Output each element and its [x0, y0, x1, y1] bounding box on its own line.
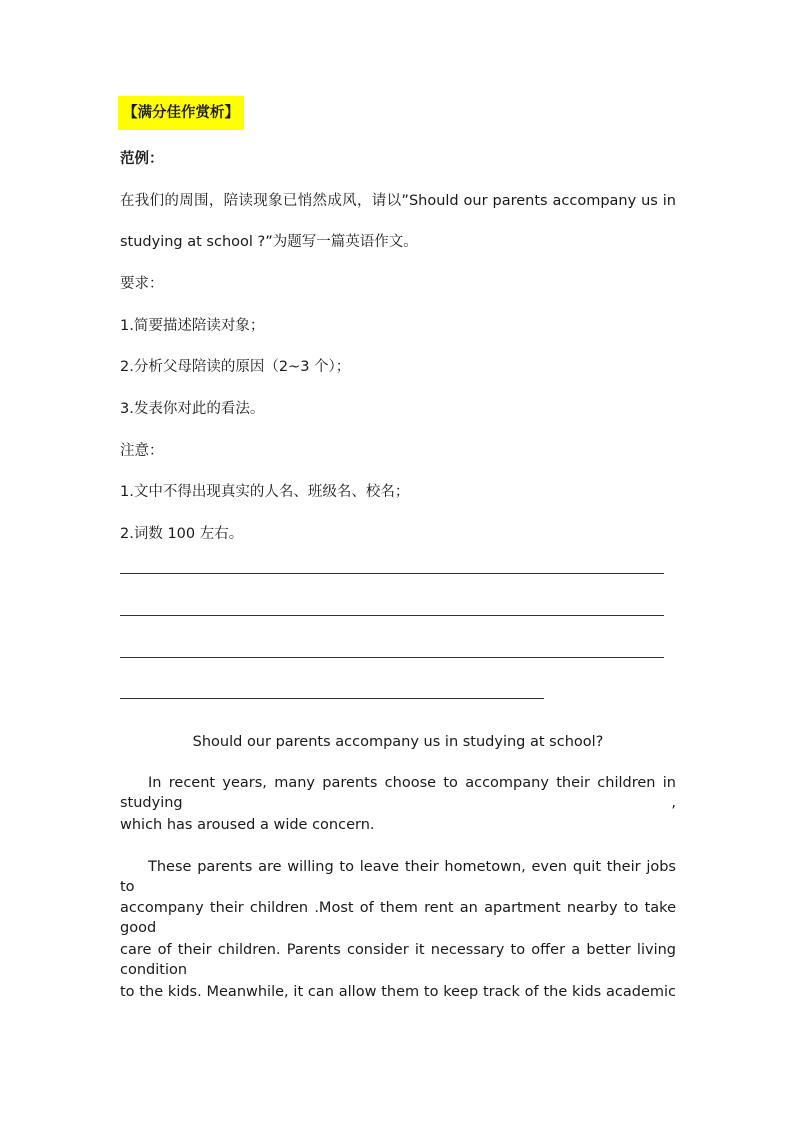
note-item: 2.词数 100 左右。	[120, 526, 244, 542]
essay-line: accompany their children .Most of them rent an apartment nearby to take good	[120, 900, 676, 936]
requirement-item: 2.分析父母陪读的原因（2~3 个）；	[120, 359, 351, 375]
example-label: 范例：	[120, 151, 164, 167]
prompt-line-1: 在我们的周围，陪读现象已悄然成风，请以”Should our parents accompany us in	[120, 193, 676, 209]
essay-line: These parents are willing to leave their hometown, even quit their jobs to	[120, 859, 676, 895]
answer-line	[120, 615, 664, 616]
requirements-label: 要求：	[120, 276, 164, 292]
section-heading: 【满分佳作赏析】	[118, 96, 244, 130]
requirement-item: 3.发表你对此的看法。	[120, 401, 265, 417]
answer-line	[120, 698, 544, 699]
essay-title: Should our parents accompany us in studying at school?	[192, 734, 604, 750]
answer-line	[120, 573, 664, 574]
requirement-item: 1.简要描述陪读对象；	[120, 318, 265, 334]
answer-line	[120, 657, 664, 658]
note-item: 1.文中不得出现真实的人名、班级名、校名；	[120, 484, 410, 500]
essay-line: to the kids. Meanwhile, it can allow them to keep track of the kids academic	[120, 984, 676, 1000]
essay-line: In recent years, many parents choose to accompany their children in studying ,	[120, 775, 676, 811]
essay-line: which has aroused a wide concern.	[120, 817, 375, 833]
essay-line: care of their children. Parents consider it necessary to offer a better living condition	[120, 942, 676, 978]
notes-label: 注意：	[120, 443, 164, 459]
prompt-line-2: studying at school ?”为题写一篇英语作文。	[120, 234, 418, 250]
